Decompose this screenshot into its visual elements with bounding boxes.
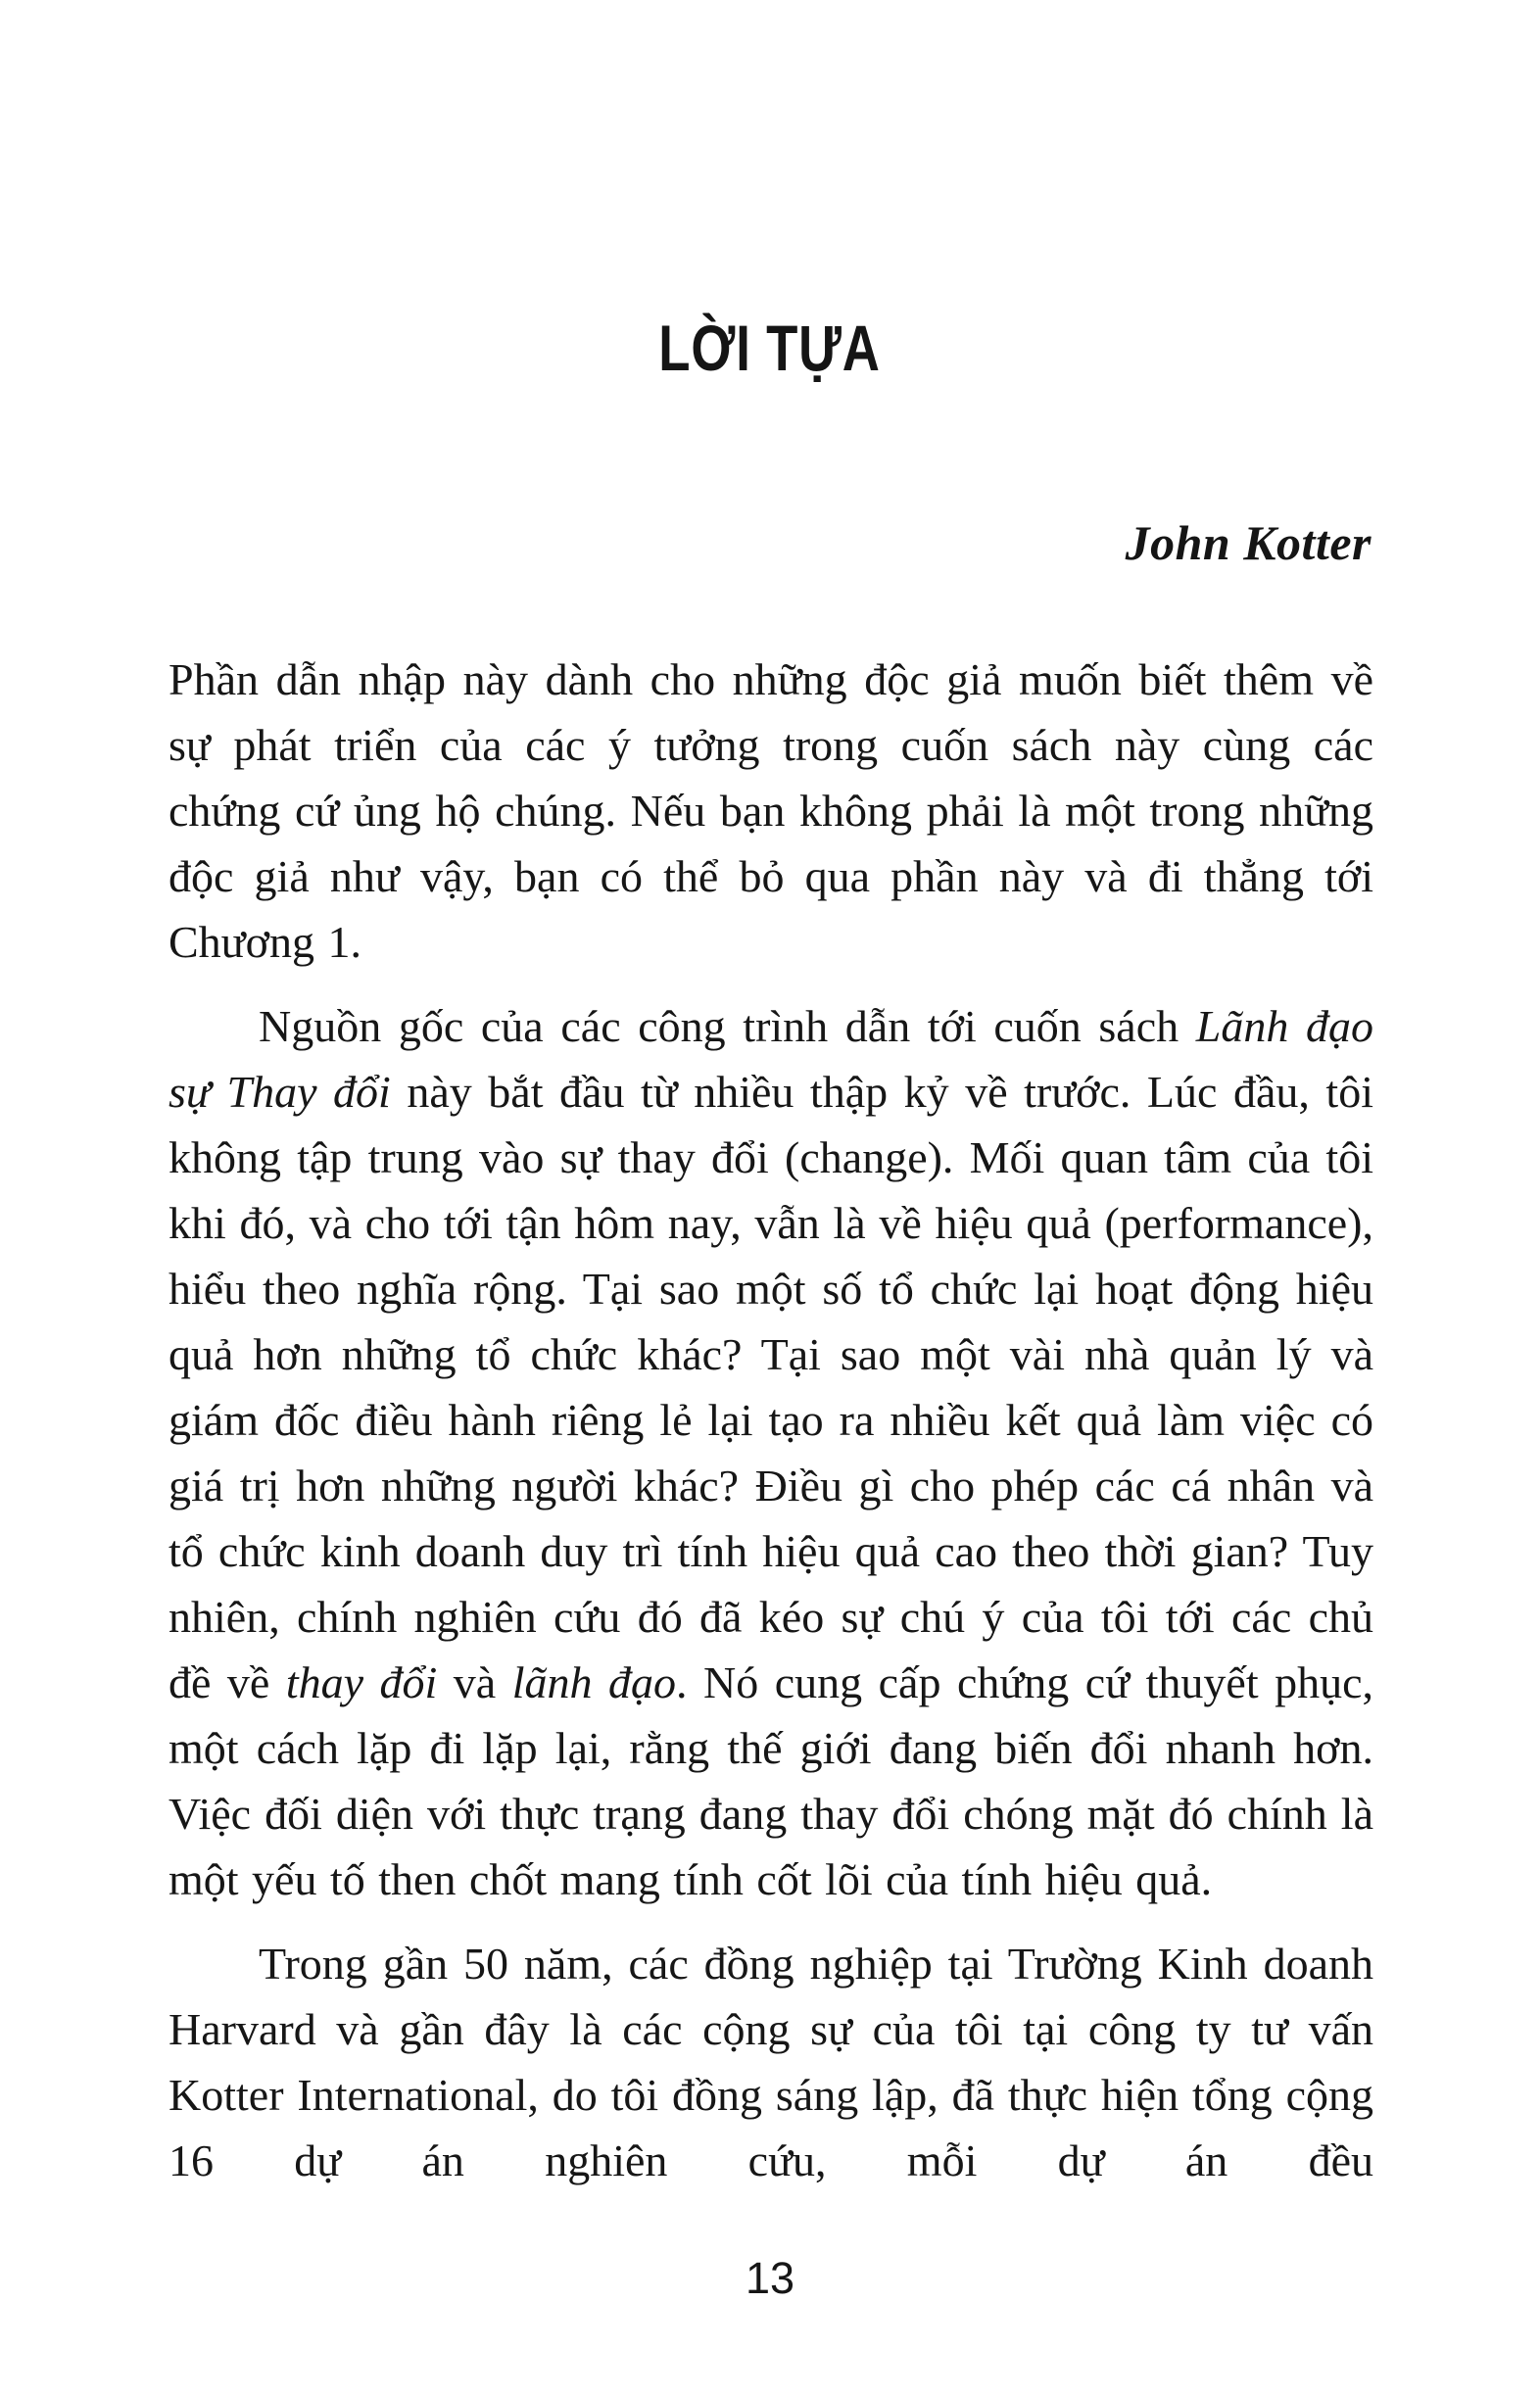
text-run: Nguồn gốc của các công trình dẫn tới cuốn sách [259, 1001, 1196, 1051]
italic-text-run: Lãnh đạo sự Thay đổi [168, 1001, 1373, 1117]
italic-text-run: lãnh đạo [511, 1657, 676, 1707]
text-run: . Nó cung cấp chứng cứ thuyết phục, một cách lặp đi lặp lại, rằng thế giới đang biến đổi nhanh hơn. Việc đối diện với thực trạng đang thay đổi chóng mặt đó chính là một yếu tố then chốt mang tính cốt lõi của tính hiệu quả. [168, 1657, 1374, 1904]
text-run: Phần dẫn nhập này dành cho những độc giả muốn biết thêm về sự phát triển của các ý tưởng trong cuốn sách này cùng các chứng cứ ủng hộ chúng. Nếu bạn không phải là một trong những độc giả như vậy, bạn có thể bỏ qua phần này và đi thẳng tới Chương 1. [168, 654, 1373, 967]
body-text [168, 647, 1373, 2212]
paragraph [168, 993, 1373, 1912]
author-name: John Kotter [1125, 515, 1372, 570]
text-run: và [437, 1657, 512, 1707]
paragraph [168, 647, 1373, 975]
paragraph [168, 1931, 1373, 2193]
text-run: Trong gần 50 năm, các đồng nghiệp tại Trường Kinh doanh Harvard và gần đây là các cộng sự của tôi tại công ty tư vấn Kotter International, do tôi đồng sáng lập, đã thực hiện tổng cộng 16 dự án nghiên cứu, mỗi dự án đều [168, 1939, 1373, 2185]
page-title-text: LỜI TỰA [658, 312, 882, 384]
italic-text-run: thay đổi [285, 1657, 438, 1707]
page-title [0, 312, 1540, 384]
page-number: 13 [745, 2253, 795, 2303]
text-run: này bắt đầu từ nhiều thập kỷ về trước. Lúc đầu, tôi không tập trung vào sự thay đổi (change). Mối quan tâm của tôi khi đó, và cho tới tận hôm nay, vẫn là về hiệu quả (performance), hiểu theo nghĩa rộng. Tại sao một số tổ chức lại hoạt động hiệu quả hơn những tổ chức khác? Tại sao một vài nhà quản lý và giám đốc điều hành riêng lẻ lại tạo ra nhiều kết quả làm việc có giá trị hơn những người khác? Điều gì cho phép các cá nhân và tổ chức kinh doanh duy trì tính hiệu quả cao theo thời gian? Tuy nhiên, chính nghiên cứu đó đã kéo sự chú ý của tôi tới các chủ đề về [168, 1067, 1373, 1707]
